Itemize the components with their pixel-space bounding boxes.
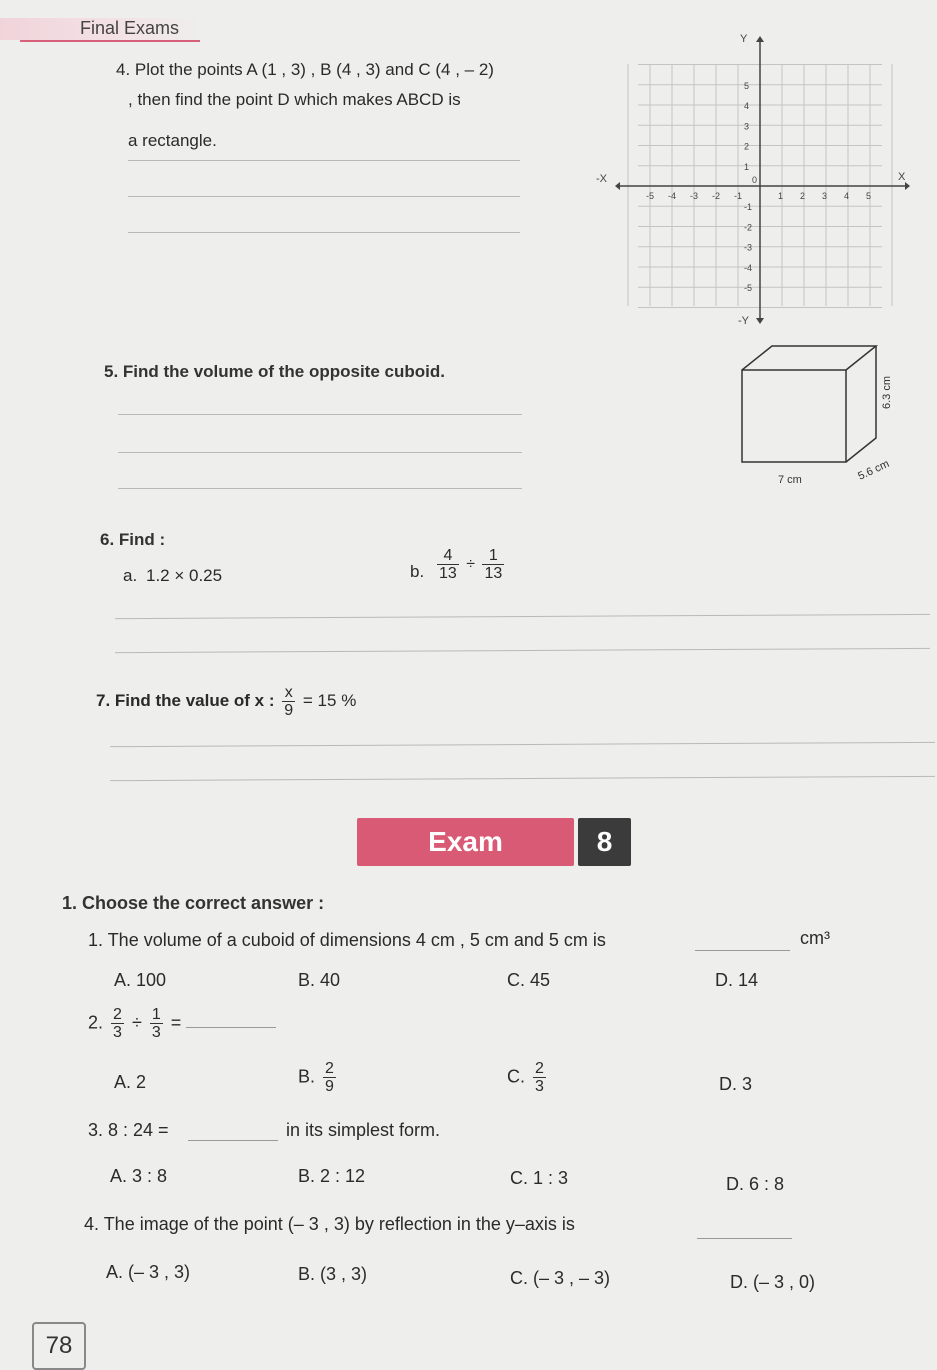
x-tick-label: -1 [734, 191, 743, 201]
mc1-question: 1. The volume of a cuboid of dimensions 4 cm , 5 cm and 5 cm is [88, 930, 606, 950]
answer-line [110, 776, 935, 781]
numerator: 4 [437, 547, 459, 565]
y-axis-arrow [756, 36, 764, 42]
cuboid-front-face [742, 370, 846, 462]
mc4-option-a[interactable]: A. (– 3 , 3) [106, 1262, 191, 1282]
x-tick-label: -2 [712, 191, 721, 201]
fraction [282, 684, 295, 719]
fraction [533, 1060, 546, 1095]
mc4-option-c[interactable]: C. (– 3 , – 3) [510, 1268, 611, 1288]
mc3-option-d[interactable]: D. 6 : 8 [726, 1174, 785, 1194]
denominator: 3 [113, 1024, 122, 1041]
page-number: 78 [32, 1322, 86, 1370]
x-tick-label: 2 [800, 191, 806, 201]
mc3-option-a[interactable]: A. 3 : 8 [110, 1166, 168, 1186]
mc1-option-a[interactable]: A. 100 [114, 970, 167, 990]
cuboid-top-face [742, 346, 876, 370]
cuboid-length-label: 7 cm [778, 474, 802, 486]
divide-sign: ÷ [131, 1012, 142, 1033]
mc2-option-b[interactable] [298, 1060, 339, 1095]
answer-line [118, 414, 522, 415]
x-axis-label: X [898, 171, 906, 183]
answer-blank [186, 1027, 276, 1028]
numerator: 2 [535, 1060, 544, 1077]
mc3-question-prefix: 3. 8 : 24 = [88, 1120, 169, 1140]
answer-blank [188, 1140, 278, 1141]
x-tick-label: 5 [866, 191, 872, 201]
origin-label: 0 [752, 175, 758, 185]
q6b-label: b. [410, 562, 425, 581]
x-tick-label: -4 [668, 191, 677, 201]
mc2-question [88, 1006, 276, 1041]
answer-line [128, 232, 520, 233]
mc4-question: 4. The image of the point (– 3 , 3) by reflection in the y–axis is [84, 1214, 575, 1234]
option-label: B. [298, 1066, 316, 1087]
x-tick-label: 1 [778, 191, 784, 201]
q6b-expression [434, 547, 507, 582]
x-tick-label: -5 [646, 191, 655, 201]
answer-blank [697, 1238, 792, 1239]
mc4-option-d[interactable]: D. (– 3 , 0) [730, 1272, 816, 1292]
q6a-label: a. [123, 566, 138, 585]
neg-x-axis-arrow [615, 182, 620, 190]
y-tick-label: -3 [744, 242, 753, 253]
mc3-option-b[interactable]: B. 2 : 12 [298, 1166, 366, 1186]
fraction [323, 1060, 336, 1095]
mc2-option-d[interactable]: D. 3 [719, 1074, 753, 1094]
denominator: 3 [535, 1078, 544, 1095]
q5-text: 5. Find the volume of the opposite cuboid. [104, 362, 445, 381]
q7-suffix: = 15 % [302, 690, 357, 710]
answer-line [128, 160, 520, 161]
mc2-option-c[interactable] [507, 1060, 549, 1095]
q4-line2: , then find the point D which makes ABCD is [128, 90, 461, 109]
mc1-option-d[interactable]: D. 14 [715, 970, 759, 990]
answer-line [128, 196, 520, 197]
denominator: 3 [151, 1024, 161, 1041]
numerator: 2 [325, 1060, 334, 1077]
y-tick-label: -5 [744, 283, 753, 294]
cuboid-height-label: 6.3 cm [881, 376, 893, 410]
exam-banner-number: 8 [578, 818, 631, 866]
answer-line [118, 488, 522, 489]
fraction [150, 1006, 163, 1041]
mc3-option-c[interactable]: C. 1 : 3 [510, 1168, 569, 1188]
equals-sign: = [170, 1012, 182, 1033]
y-tick-label: 5 [744, 80, 750, 91]
y-tick-label: -2 [744, 222, 753, 233]
mc2-label: 2. [88, 1012, 104, 1033]
x-tick-label: 4 [844, 191, 850, 201]
mc1-unit: cm³ [800, 928, 830, 948]
fraction [111, 1006, 124, 1041]
answer-blank [695, 950, 790, 951]
cuboid-width-label: 5.6 cm [856, 457, 892, 483]
y-tick-label: 4 [744, 101, 750, 112]
cuboid-figure [730, 340, 920, 490]
q7-prefix: 7. Find the value of x : [96, 690, 275, 710]
numerator: 1 [482, 547, 504, 565]
numerator: 2 [113, 1006, 122, 1023]
q6-title: 6. Find : [100, 530, 166, 549]
y-tick-label: 2 [744, 141, 750, 152]
cuboid-side-face [846, 346, 876, 462]
answer-line [115, 614, 930, 619]
neg-y-axis-label: -Y [738, 315, 749, 327]
x-axis-arrow [905, 182, 910, 190]
q4-line3: a rectangle. [128, 131, 217, 150]
q6a-expression: 1.2 × 0.25 [146, 566, 223, 585]
y-axis-label: Y [740, 33, 748, 45]
q7-text [96, 684, 356, 719]
denominator: 13 [439, 565, 457, 582]
denominator: 9 [325, 1078, 334, 1095]
mc1-option-c[interactable]: C. 45 [507, 970, 551, 990]
exam-banner-label: Exam [357, 818, 574, 866]
denominator: 9 [284, 702, 294, 719]
section-title: 1. Choose the correct answer : [62, 893, 325, 913]
coordinate-grid [590, 30, 910, 330]
q4-line1: 4. Plot the points A (1 , 3) , B (4 , 3) and C (4 , – 2) [116, 60, 494, 79]
answer-line [110, 742, 935, 747]
mc4-option-b[interactable]: B. (3 , 3) [298, 1264, 368, 1284]
fraction [482, 547, 504, 582]
numerator: 1 [151, 1006, 161, 1023]
y-tick-label: -1 [744, 202, 753, 213]
answer-line [115, 648, 930, 653]
mc2-option-a[interactable]: A. 2 [114, 1072, 147, 1092]
x-tick-label: -3 [690, 191, 699, 201]
neg-x-axis-label: -X [596, 173, 607, 185]
fraction [437, 547, 459, 582]
page-header-title: Final Exams [80, 18, 180, 38]
y-tick-label: 1 [744, 161, 750, 172]
divide-sign: ÷ [466, 555, 476, 573]
option-label: C. [507, 1066, 525, 1087]
mc1-option-b[interactable]: B. 40 [298, 970, 341, 990]
answer-line [118, 452, 522, 453]
header-underline [20, 40, 200, 42]
neg-y-axis-arrow [756, 318, 764, 324]
mc3-question-suffix: in its simplest form. [286, 1120, 441, 1140]
x-tick-label: 3 [822, 191, 828, 201]
y-tick-label: -4 [744, 262, 753, 273]
denominator: 13 [484, 565, 503, 582]
y-tick-label: 3 [744, 121, 750, 132]
numerator: x [282, 684, 295, 702]
